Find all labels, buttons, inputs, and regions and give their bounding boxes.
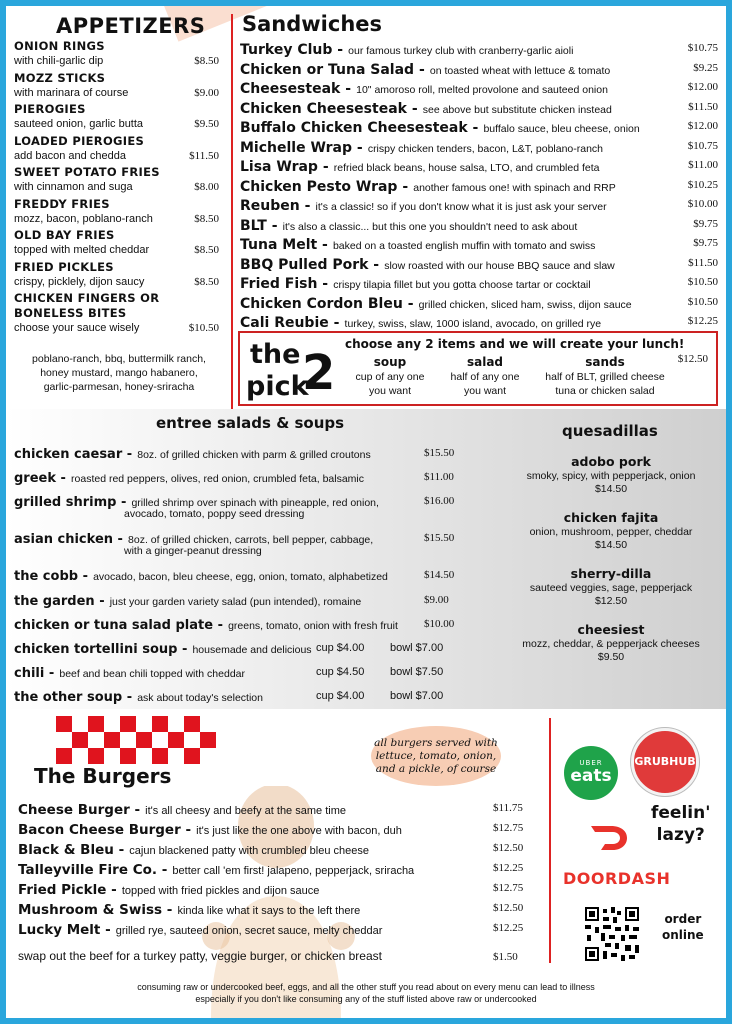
list-item <box>14 134 219 166</box>
item-desc: refried black beans, house salsa, LTO, and crumbled feta <box>333 162 600 174</box>
item-name: OLD BAY FRIES <box>14 228 115 242</box>
item-price: $14.50 <box>594 539 628 551</box>
item-price: $10.00 <box>687 198 718 210</box>
item-desc: grilled chicken, sliced ham, swiss, dijon sauce <box>418 298 632 311</box>
list-item <box>18 879 528 899</box>
col-title: sands <box>585 355 625 369</box>
list-item <box>14 638 464 662</box>
sauce-line: garlic-parmesan, honey-sriracha <box>43 381 195 393</box>
list-item <box>18 799 528 819</box>
list-item <box>14 39 219 71</box>
cup-price: cup $4.00 <box>316 641 365 654</box>
list-item <box>240 254 718 274</box>
bowl-price: bowl $7.00 <box>390 641 444 654</box>
item-desc: smoky, spicy, with pepperjack, onion <box>526 470 696 482</box>
item-desc: mozz, bacon, poblano-ranch <box>14 212 153 225</box>
item-name: the cobb - <box>14 569 88 585</box>
item-price: $8.00 <box>194 181 219 193</box>
pick-col-soup <box>340 355 440 398</box>
list-item <box>18 919 528 939</box>
list-item <box>496 454 726 510</box>
item-price: $10.75 <box>687 139 718 152</box>
cup-price: cup $4.00 <box>316 690 365 703</box>
item-price: $12.00 <box>687 120 718 132</box>
item-desc: it's just like the one above with bacon, duh <box>196 825 402 837</box>
swap-price: $1.50 <box>493 951 518 963</box>
list-item <box>18 899 528 919</box>
list-item <box>240 234 718 254</box>
item-name: Chicken Pesto Wrap - <box>240 178 409 195</box>
item-name: cheesiest <box>577 622 645 637</box>
item-desc: 8oz. of grilled chicken with parm & grilled croutons <box>137 449 371 461</box>
item-name: chicken tortellini soup - <box>14 641 188 657</box>
menu-page <box>6 6 726 1018</box>
divider <box>231 14 233 409</box>
item-price: $12.25 <box>687 315 718 327</box>
salads-title: entree salads & soups <box>156 414 345 432</box>
item-desc: sauteed veggies, sage, pepperjack <box>529 582 693 594</box>
list-item <box>240 176 718 196</box>
disclaimer-line: especially if you don't like consuming any of the stuff listed above raw or undercooked <box>195 994 537 1004</box>
item-name: Cheesesteak - <box>240 81 352 97</box>
item-price: $10.25 <box>687 178 718 191</box>
item-name: the garden - <box>14 593 105 609</box>
item-name: BBQ Pulled Pork - <box>240 256 380 273</box>
list-item <box>14 491 464 528</box>
item-price: $14.50 <box>424 569 455 582</box>
item-price: $11.50 <box>688 100 718 113</box>
list-item <box>240 293 718 313</box>
item-desc: add bacon and chedda <box>14 149 126 162</box>
item-price: $12.25 <box>493 922 524 934</box>
item-name: Chicken Cordon Bleu - <box>240 295 414 312</box>
divider <box>549 718 551 963</box>
item-price: $11.50 <box>189 149 219 162</box>
item-desc: ask about today's selection <box>137 692 263 705</box>
col-title: salad <box>466 355 504 369</box>
item-name: Chicken Cheesesteak - <box>240 100 418 117</box>
qr-code[interactable] <box>583 905 641 963</box>
pick-number: 2 <box>302 345 336 401</box>
list-item <box>14 662 464 686</box>
item-desc: avocado, bacon, bleu cheese, egg, onion, tomato, alphabetized <box>93 571 388 584</box>
appetizers-title: APPETIZERS <box>56 14 206 38</box>
item-name: FRIED PICKLES <box>14 259 114 274</box>
feelin-line: feelin' <box>651 803 711 823</box>
item-price: $12.00 <box>687 81 718 93</box>
list-item <box>240 98 718 118</box>
pick-col-salad <box>435 355 535 398</box>
list-item <box>240 312 718 332</box>
pick-the-text: the <box>250 339 301 370</box>
item-name: FREDDY FRIES <box>14 196 110 211</box>
col-line: cup of any one <box>355 371 425 383</box>
item-price: $9.75 <box>693 237 718 249</box>
item-desc: choose your sauce wisely <box>14 322 140 334</box>
item-name: chicken or tuna salad plate - <box>14 617 223 633</box>
cup-price: cup $4.50 <box>316 666 365 679</box>
online-line: online <box>662 928 704 942</box>
list-item <box>14 686 464 710</box>
item-name: Buffalo Chicken Cheesesteak - <box>240 120 479 136</box>
item-desc-line2: with a ginger-peanut dressing <box>124 545 262 558</box>
list-item <box>14 197 219 229</box>
list-item <box>14 443 464 467</box>
item-name: chicken fajita <box>563 510 659 525</box>
item-price: $10.00 <box>424 617 455 630</box>
item-name: chicken caesar - <box>14 447 133 462</box>
pick-two-box <box>238 331 718 406</box>
item-desc: housemade and delicious <box>192 643 312 656</box>
item-name: Mushroom & Swiss - <box>18 902 173 918</box>
item-price: $12.50 <box>594 595 628 607</box>
list-item <box>240 195 718 215</box>
col-line: tuna or chicken salad <box>555 385 655 397</box>
order-online-text <box>662 911 704 943</box>
item-name: adobo pork <box>571 454 651 469</box>
item-name: PIEROGIES <box>14 102 86 116</box>
item-name: LOADED PIEROGIES <box>14 133 145 148</box>
item-desc: another famous one! with spinach and RRP <box>413 181 616 194</box>
uber-eats-text: eats <box>570 766 612 786</box>
pick-col-sands <box>530 355 680 398</box>
item-price: $15.50 <box>424 447 455 459</box>
item-desc: it's all cheesy and beefy at the same time <box>145 805 346 817</box>
list-item <box>14 71 219 103</box>
item-desc: just your garden variety salad (pun intended), romaine <box>109 595 362 608</box>
item-price: $8.50 <box>194 55 219 67</box>
item-desc: kinda like what it says to the left there <box>177 905 361 917</box>
note-line: lettuce, tomato, onion, <box>375 749 497 762</box>
quesadillas-title: quesadillas <box>562 422 658 440</box>
item-name: chili - <box>14 666 55 682</box>
item-desc: crispy tilapia fillet but you gotta choose tartar or cocktail <box>333 279 591 291</box>
disclaimer <box>6 981 726 1005</box>
item-name: Talleyville Fire Co. - <box>18 862 168 878</box>
item-desc: grilled rye, sauteed onion, secret sauce, melty cheddar <box>115 925 383 937</box>
item-desc: slow roasted with our house BBQ sauce and slaw <box>384 259 615 272</box>
list-item <box>240 59 718 79</box>
list-item <box>240 156 718 176</box>
checkerboard-decoration <box>56 716 216 764</box>
col-title: soup <box>373 355 407 369</box>
list-item <box>240 215 718 235</box>
item-desc: mozz, cheddar, & pepperjack cheeses <box>522 638 700 650</box>
item-price: $11.50 <box>688 256 718 269</box>
list-item <box>496 622 726 678</box>
item-name: Fried Fish - <box>240 276 329 292</box>
item-price: $10.75 <box>687 42 718 54</box>
item-desc: buffalo sauce, bleu cheese, onion <box>483 123 640 135</box>
item-price: $11.75 <box>493 802 523 814</box>
list-item <box>18 819 528 839</box>
list-item <box>14 260 219 292</box>
appetizers-list <box>14 39 219 337</box>
list-item <box>14 228 219 260</box>
list-item <box>496 566 726 622</box>
item-desc: onion, mushroom, pepper, cheddar <box>529 526 693 538</box>
item-desc: beef and bean chili topped with cheddar <box>59 668 245 681</box>
order-line: order <box>664 912 702 926</box>
item-name: Reuben - <box>240 198 311 214</box>
item-price: $11.00 <box>424 471 454 484</box>
list-item <box>14 165 219 197</box>
doordash-icon[interactable] <box>589 816 629 856</box>
burger-note-bubble <box>371 726 501 786</box>
uber-eats-logo[interactable] <box>564 746 618 800</box>
item-name: asian chicken - <box>14 532 123 548</box>
item-price: $8.50 <box>194 244 219 256</box>
sauce-line: poblano-ranch, bbq, buttermilk ranch, <box>32 353 206 365</box>
item-price: $9.25 <box>693 61 718 74</box>
burgers-title: The Burgers <box>34 764 172 788</box>
item-name: ONION RINGS <box>14 39 105 53</box>
item-name: Black & Bleu - <box>18 842 125 858</box>
list-item <box>14 590 464 614</box>
item-price: $15.50 <box>424 532 455 545</box>
burgers-list <box>18 799 528 939</box>
item-price: $14.50 <box>594 483 628 495</box>
item-desc: better call 'em first! jalapeno, pepperjack, sriracha <box>172 865 415 877</box>
pick-pick-text: pick <box>246 371 309 402</box>
item-price: $11.00 <box>688 159 718 171</box>
list-item <box>18 859 528 879</box>
item-price: $9.75 <box>693 217 718 230</box>
item-price: $12.75 <box>493 882 524 894</box>
item-name: CHICKEN FINGERS OR <box>14 291 160 305</box>
item-price: $16.00 <box>424 495 455 508</box>
item-desc: crispy chicken tenders, bacon, L&T, poblano-ranch <box>367 142 604 155</box>
col-line: half of any one <box>450 371 520 383</box>
item-desc: baked on a toasted english muffin with tomato and swiss <box>332 240 596 252</box>
item-price: $9.00 <box>194 86 219 99</box>
item-name: Chicken or Tuna Salad - <box>240 61 425 78</box>
item-name: BLT - <box>240 217 278 234</box>
item-desc: with chili-garlic dip <box>14 55 104 67</box>
list-item <box>496 510 726 566</box>
item-desc: crispy, picklely, dijon saucy <box>14 275 145 288</box>
swap-note: swap out the beef for a turkey patty, veggie burger, or chicken breast <box>18 949 382 963</box>
sandwiches-title: Sandwiches <box>242 12 383 36</box>
item-desc: our famous turkey club with cranberry-garlic aioli <box>348 45 574 57</box>
list-item <box>14 291 219 337</box>
grubhub-logo[interactable]: GRUBHUB <box>631 728 699 796</box>
item-desc: greens, tomato, onion with fresh fruit <box>228 619 398 632</box>
list-item <box>240 273 718 293</box>
item-name: Cali Reubie - <box>240 315 340 331</box>
sandwiches-list <box>240 39 718 332</box>
item-name: MOZZ STICKS <box>14 70 106 85</box>
lazy-line: lazy? <box>656 825 705 845</box>
list-item <box>240 39 718 59</box>
item-desc: it's a classic! so if you don't know what it is just ask your server <box>315 201 607 213</box>
pick-price: $12.50 <box>677 353 708 365</box>
item-price: $10.50 <box>687 276 718 288</box>
uber-small-text: UBER <box>579 759 603 767</box>
list-item <box>240 78 718 98</box>
list-item <box>14 614 464 638</box>
list-item <box>14 565 464 589</box>
salads-list <box>14 443 464 711</box>
doordash-text[interactable]: DOORDASH <box>563 869 671 888</box>
list-item <box>18 839 528 859</box>
item-name: sherry-dilla <box>570 566 652 581</box>
item-price: $9.50 <box>597 651 625 663</box>
item-desc: roasted red peppers, olives, red onion, crumbled feta, balsamic <box>71 473 365 486</box>
sauce-line: honey mustard, mango habanero, <box>40 367 198 379</box>
item-desc: sauteed onion, garlic butta <box>14 118 144 130</box>
col-line: you want <box>463 385 507 397</box>
note-line: and a pickle, of course <box>375 762 497 775</box>
item-name: Bacon Cheese Burger - <box>18 822 192 838</box>
item-price: $9.00 <box>424 593 449 606</box>
list-item <box>14 528 464 565</box>
item-price: $10.50 <box>188 322 219 334</box>
list-item <box>14 102 219 134</box>
item-desc: it's also a classic... but this one you shouldn't need to ask about <box>282 220 578 233</box>
item-desc: with cinnamon and suga <box>14 181 133 193</box>
list-item <box>240 137 718 157</box>
item-price: $12.50 <box>493 842 524 854</box>
item-name: the other soup - <box>14 690 133 706</box>
quesadillas-list <box>496 454 726 678</box>
item-desc: with marinara of course <box>14 86 129 99</box>
item-desc: see above but substitute chicken instead <box>422 103 612 116</box>
col-line: half of BLT, grilled cheese <box>545 371 665 383</box>
item-desc: topped with melted cheddar <box>14 244 150 256</box>
item-price: $12.25 <box>493 862 524 874</box>
item-price: $9.50 <box>194 118 219 130</box>
item-name: greek - <box>14 471 66 487</box>
item-price: $12.50 <box>493 902 524 914</box>
item-name: Fried Pickle - <box>18 882 117 898</box>
item-name: SWEET POTATO FRIES <box>14 165 160 179</box>
item-name: Turkey Club - <box>240 42 344 58</box>
item-price: $12.75 <box>493 822 524 834</box>
item-name: Lisa Wrap - <box>240 159 329 175</box>
list-item <box>14 467 464 491</box>
pick-heading: choose any 2 items and we will create your lunch! <box>345 337 685 351</box>
item-desc: turkey, swiss, slaw, 1000 island, avocado, on grilled rye <box>344 318 602 330</box>
item-desc: cajun blackened patty with crumbled bleu cheese <box>129 845 369 857</box>
item-price: $10.50 <box>687 295 718 308</box>
item-desc: grilled shrimp over spinach with pineapple, red onion, <box>131 497 379 510</box>
item-name: Michelle Wrap - <box>240 139 363 156</box>
col-line: you want <box>368 385 412 397</box>
item-name: grilled shrimp - <box>14 495 127 511</box>
item-name: Cheese Burger - <box>18 802 141 818</box>
disclaimer-line: consuming raw or undercooked beef, eggs, and all the other stuff you read about on every menu can lead to illness <box>137 982 595 992</box>
item-desc: 8oz. of grilled chicken, carrots, bell pepper, cabbage, <box>128 534 374 547</box>
bowl-price: bowl $7.00 <box>390 690 444 703</box>
item-desc: on toasted wheat with lettuce & tomato <box>429 64 611 77</box>
item-desc: topped with fried pickles and dijon sauce <box>121 885 320 897</box>
bowl-price: bowl $7.50 <box>390 666 444 679</box>
item-name: Tuna Melt - <box>240 237 328 253</box>
item-price: $8.50 <box>194 275 219 288</box>
feelin-lazy-text <box>651 802 710 846</box>
item-desc-line2: avocado, tomato, poppy seed dressing <box>124 508 305 521</box>
list-item <box>240 117 718 137</box>
note-line: all burgers served with <box>374 736 498 749</box>
item-name: BONELESS BITES <box>14 306 127 320</box>
sauce-list <box>14 352 224 394</box>
item-name: Lucky Melt - <box>18 922 111 938</box>
item-desc: 10" amoroso roll, melted provolone and sauteed onion <box>356 84 608 96</box>
item-price: $8.50 <box>194 212 219 225</box>
